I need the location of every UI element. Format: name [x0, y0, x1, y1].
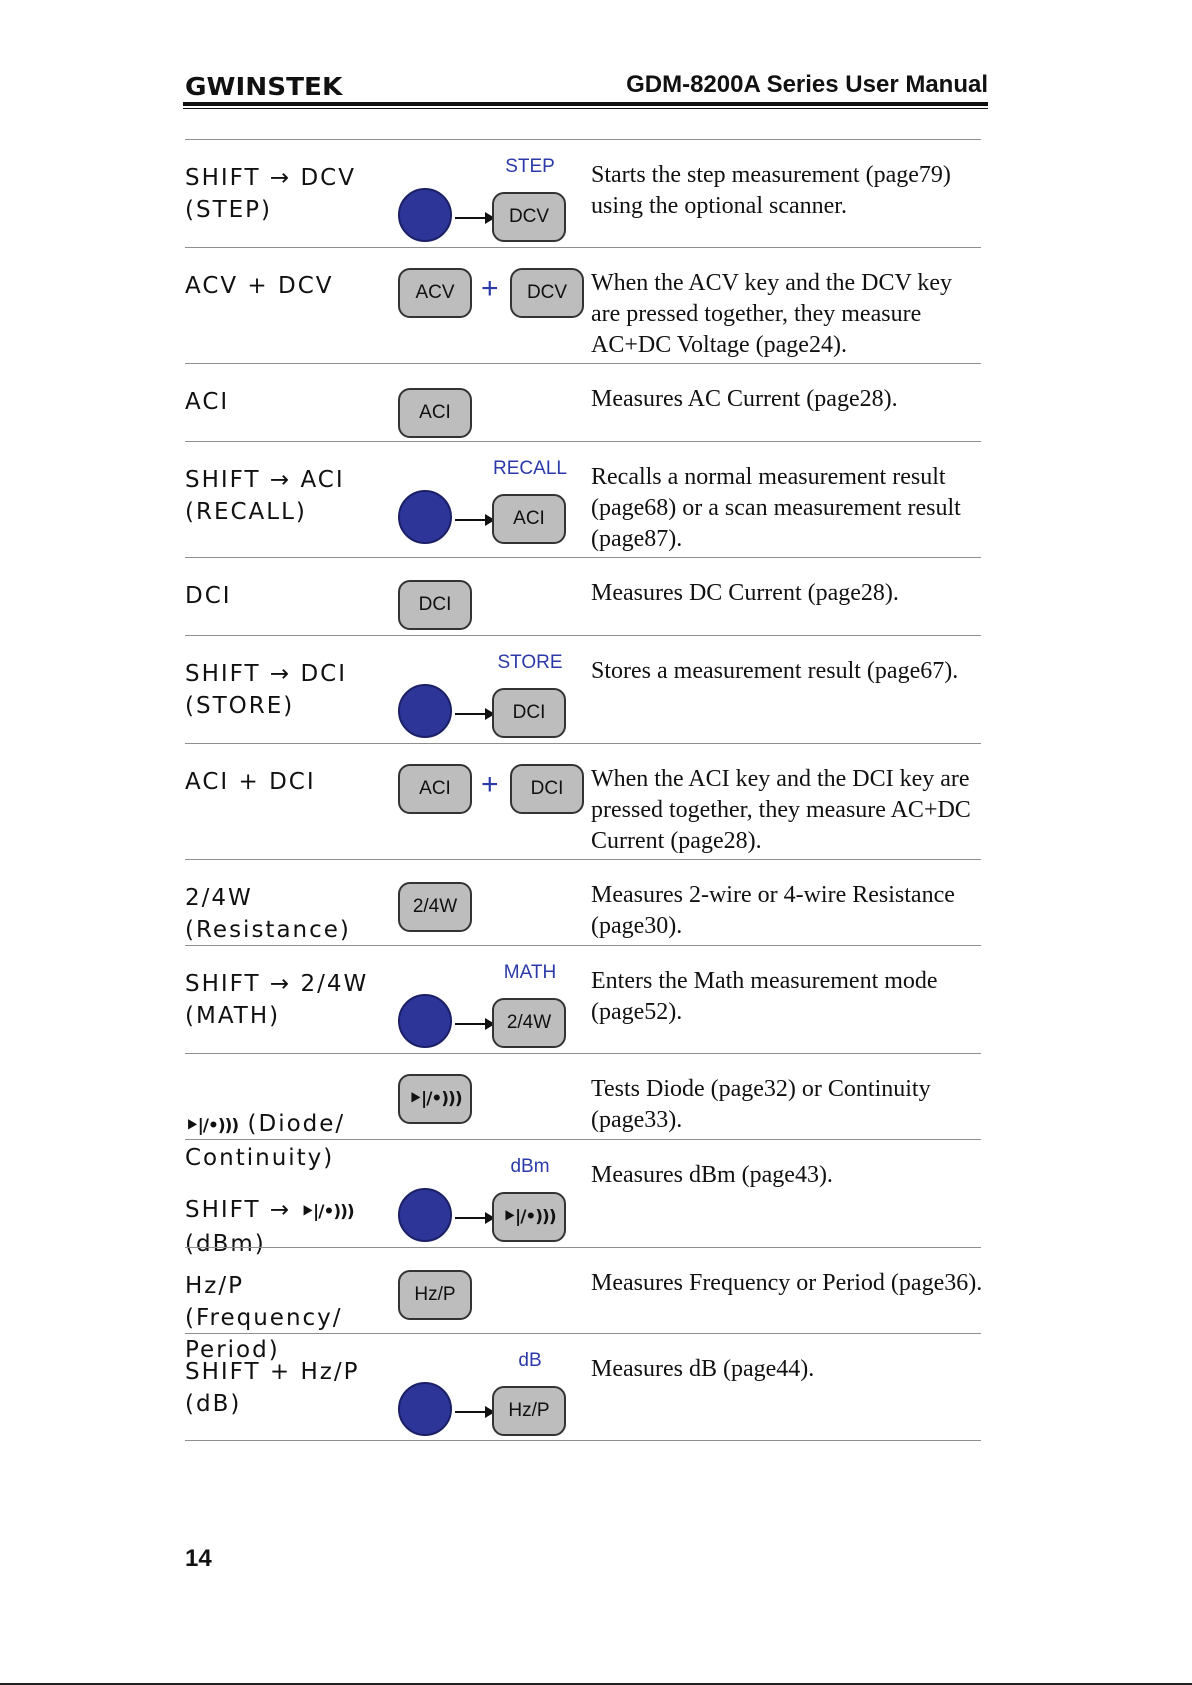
shift-function-label: dB [518, 1350, 542, 1371]
dci-key-icon: DCI [492, 688, 566, 738]
row-description: Measures dBm (page43). [591, 1162, 833, 1188]
aci-key-icon: ACI [398, 388, 472, 438]
key-combo-label: SHIFT → ⯈|/•))) (dBm) [185, 1197, 354, 1257]
row-description: Stores a measurement result (page67). [591, 658, 959, 684]
table-row [185, 1139, 981, 1257]
key-combo-label: DCI [185, 583, 232, 609]
hz-p-key-icon: Hz/P [398, 1270, 472, 1320]
diode-continuity-key-icon: ⯈|/•))) [398, 1074, 472, 1124]
shift-key-icon [398, 1188, 452, 1242]
gwinstek-logo: GWINSTEK [185, 72, 343, 101]
key-combo-label: Hz/P (Frequency/ Period) [185, 1273, 343, 1363]
shift-function-label: RECALL [493, 458, 567, 479]
header-rule-thin [183, 108, 988, 109]
row-description: Measures AC Current (page28). [591, 386, 898, 412]
shift-key-icon [398, 188, 452, 242]
row-description: Measures 2-wire or 4-wire Resistance (page30). [591, 882, 955, 939]
table-row [185, 557, 981, 636]
key-combo-label: SHIFT → ACI (RECALL) [185, 467, 345, 525]
diode-continuity-key-icon: ⯈|/•))) [492, 1192, 566, 1242]
row-description: Measures DC Current (page28). [591, 580, 899, 606]
dcv-key-icon: DCV [510, 268, 584, 318]
shift-key-icon [398, 1382, 452, 1436]
aci-key-icon: ACI [398, 764, 472, 814]
acv-key-icon: ACV [398, 268, 472, 318]
table-row [185, 139, 981, 248]
arrow-icon [455, 1023, 493, 1025]
row-description: When the ACV key and the DCV key are pressed together, they measure AC+DC Voltage (page24). [591, 270, 953, 358]
arrow-icon [455, 1411, 493, 1413]
table-row [185, 859, 981, 946]
row-description: Measures Frequency or Period (page36). [591, 1270, 983, 1296]
table-row [185, 743, 981, 860]
row-description: Enters the Math measurement mode (page52). [591, 968, 938, 1025]
table-row [185, 247, 981, 364]
key-combo-label: SHIFT → DCV (STEP) [185, 165, 356, 223]
table-row [185, 635, 981, 744]
key-combo-label: ⯈|/•))) (Diode/ Continuity) [185, 1111, 346, 1171]
plus-icon: + [481, 768, 499, 801]
shift-function-label: STEP [505, 156, 555, 177]
arrow-icon [455, 519, 493, 521]
shift-key-icon [398, 490, 452, 544]
diode-continuity-icon: ⯈|/•))) [300, 1202, 354, 1222]
table-row [185, 945, 981, 1054]
aci-key-icon: ACI [492, 494, 566, 544]
shift-key-icon [398, 994, 452, 1048]
key-combo-label: 2/4W (Resistance) [185, 885, 351, 943]
key-combo-label: SHIFT → DCI (STORE) [185, 661, 347, 719]
table-row [185, 441, 981, 558]
dci-key-icon: DCI [510, 764, 584, 814]
hz-p-key-icon: Hz/P [492, 1386, 566, 1436]
page-number: 14 [185, 1545, 212, 1572]
row-description: Recalls a normal measurement result (page68) or a scan measurement result (page87). [591, 464, 961, 552]
shift-key-icon [398, 684, 452, 738]
dci-key-icon: DCI [398, 580, 472, 630]
arrow-icon [455, 217, 493, 219]
table-row [185, 1333, 981, 1441]
arrow-icon [455, 713, 493, 715]
shift-function-label: dBm [510, 1156, 550, 1177]
key-combo-label: SHIFT + Hz/P (dB) [185, 1359, 360, 1417]
shift-function-label: MATH [503, 962, 557, 983]
dcv-key-icon: DCV [492, 192, 566, 242]
header-rule [183, 102, 988, 106]
shift-function-label: STORE [497, 652, 563, 673]
2-4w-key-icon: 2/4W [398, 882, 472, 932]
row-description: When the ACI key and the DCI key are pressed together, they measure AC+DC Current (page28). [591, 766, 971, 854]
key-combo-label: ACI + DCI [185, 769, 316, 795]
manual-title: GDM-8200A Series User Manual [626, 71, 988, 98]
key-combo-label: ACI [185, 389, 230, 415]
key-combo-label: SHIFT → 2/4W (MATH) [185, 971, 369, 1029]
diode-continuity-icon: ⯈|/•))) [185, 1116, 239, 1136]
table-row [185, 363, 981, 442]
arrow-icon [455, 1217, 493, 1219]
key-combo-label: ACV + DCV [185, 273, 334, 299]
row-description: Measures dB (page44). [591, 1356, 815, 1382]
plus-icon: + [481, 272, 499, 305]
row-description: Tests Diode (page32) or Continuity (page33). [591, 1076, 931, 1133]
row-description: Starts the step measurement (page79) using the optional scanner. [591, 162, 951, 219]
2-4w-key-icon: 2/4W [492, 998, 566, 1048]
